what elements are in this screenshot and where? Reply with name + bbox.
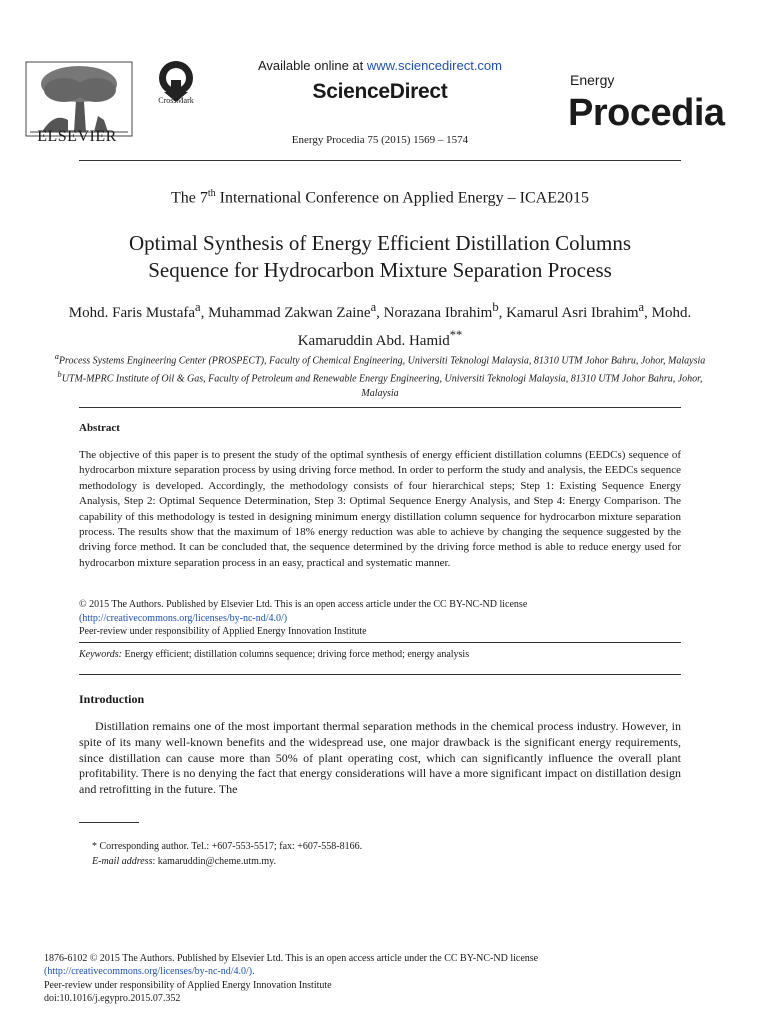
author-mark: a	[195, 300, 201, 314]
peer-review-line: Peer-review under responsibility of Applied Energy Innovation Institute	[79, 626, 367, 637]
license-link[interactable]: (http://creativecommons.org/licenses/by-nc-nd/4.0/)	[79, 612, 288, 624]
crossmark-label: CrossMark	[158, 96, 194, 105]
license-link-tail: .	[252, 966, 255, 978]
abstract-heading: Abstract	[79, 422, 120, 434]
journal-logo-procedia: Procedia	[568, 92, 725, 134]
abstract-body: The objective of this paper is to present the study of the optimal synthesis of energy efficient distillation columns (EEDCs) sequence of hydrocarbon mixture separation process by using driving force method. In order to perform the study and analysis, the EEDCs sequence methodology is developed. Accordingly, the methodology consists of four hierarchical steps; Step 1: Existing Sequence Energy Analysis, Step 2: Optimal Sequence Determination, Step 3: Optimal Sequence Energy Analysis, and Step 4: Energy Comparison. The capability of this methodology is tested in designing minimum energy distillation column sequence for hydrocarbon mixture separation process. The results show that the maximum of 18% energy reduction was able to achieve by changing the sequence suggested by the driving force method. It can be concluded that, the sequence determined by the driving force method is able to reduce energy used for hydrocarbon mixture separation process in an easy, practical and systematic manner.	[79, 449, 681, 569]
sciencedirect-link[interactable]: www.sciencedirect.com	[366, 58, 502, 73]
keywords-top-rule	[79, 642, 681, 643]
author-mark: b	[492, 300, 499, 314]
bottom-license-link[interactable]: (http://creativecommons.org/licenses/by-nc-nd/4.0/)	[44, 966, 253, 978]
bottom-peer-review: Peer-review under responsibility of Applied Energy Innovation Institute	[44, 979, 332, 991]
journal-logo-energy: Energy	[570, 72, 615, 88]
copyright-line: © 2015 The Authors. Published by Elsevier Ltd. This is an open access article under the CC BY-NC-ND license	[79, 599, 528, 610]
author-separator: ,	[376, 305, 384, 321]
conference-rest: International Conference on Applied Energy – ICAE2015	[215, 189, 590, 207]
available-online	[190, 58, 570, 73]
author-list	[40, 296, 720, 352]
keywords-bottom-rule	[79, 674, 681, 675]
abstract-top-rule	[79, 407, 681, 408]
author-name: Mohd. Kamaruddin Abd. Hamid	[297, 305, 692, 349]
issn-line: 1876-6102 © 2015 The Authors. Published by Elsevier Ltd. This is an open access article under the CC BY-NC-ND license	[44, 953, 539, 964]
keywords	[79, 649, 681, 660]
keywords-text: Energy efficient; distillation columns sequence; driving force method; energy analysis	[121, 649, 470, 660]
author-separator: ,	[498, 305, 507, 321]
author-name: Kamarul Asri Ibrahim	[506, 305, 639, 321]
author-mark: **	[449, 328, 463, 342]
author-separator: ,	[644, 305, 652, 321]
affiliation-mark: a	[54, 352, 59, 361]
email-label: E-mail address	[92, 856, 153, 867]
corresponding-author: * Corresponding author. Tel.: +607-553-5517; fax: +607-558-8166.	[92, 841, 363, 852]
title-line-1: Optimal Synthesis of Energy Efficient Distillation Columns	[128, 231, 632, 255]
email-line	[92, 855, 276, 869]
available-prefix: Available online at	[257, 58, 367, 73]
header-divider	[79, 160, 681, 161]
author-name: Muhammad Zakwan Zaine	[208, 305, 371, 321]
email-address[interactable]: : kamaruddin@cheme.utm.my.	[152, 856, 276, 867]
author-mark: a	[370, 300, 377, 314]
affiliations	[40, 350, 720, 401]
conference-prefix: The 7	[170, 189, 208, 207]
doi[interactable]: doi:10.1016/j.egypro.2015.07.352	[44, 993, 181, 1005]
author-name: Norazana Ibrahim	[383, 305, 493, 321]
author-mark: a	[638, 300, 645, 314]
affiliation-text: UTM-MPRC Institute of Oil & Gas, Faculty of Petroleum and Renewable Energy Engineering, Universiti Teknologi Malaysia, 81310 UTM Johor Bahru, Johor, Malaysia	[61, 373, 703, 399]
sciencedirect-brand: ScienceDirect	[312, 80, 448, 103]
publisher-name: ELSEVIER	[37, 128, 117, 145]
copyright-notice	[79, 598, 681, 639]
author-separator: ,	[200, 305, 209, 321]
keywords-label: Keywords:	[79, 649, 122, 660]
affiliation-b	[40, 368, 720, 400]
conference-sup: th	[207, 188, 216, 199]
introduction-body: Distillation remains one of the most important thermal separation methods in the chemical process industry. However, in spite of its many well-known benefits and the widespread use, one major drawback is the significant energy requirements, since distillation can cause more than 50% of plant operating cost, which can significantly influence the overall plant profitability. There is no denying the fact that energy considerations will have a more significant impact on distillation design and retrofitting in the future. The	[79, 719, 681, 797]
affiliation-a	[40, 350, 720, 368]
title-line-2: Sequence for Hydrocarbon Mixture Separation Process	[148, 258, 612, 282]
introduction-heading: Introduction	[79, 692, 145, 706]
affiliation-text: Process Systems Engineering Center (PROSPECT), Faculty of Chemical Engineering, Universiti Teknologi Malaysia, 81310 UTM Johor Bahru, Johor, Malaysia	[58, 355, 706, 367]
journal-reference: Energy Procedia 75 (2015) 1569 – 1574	[291, 134, 469, 146]
bottom-publisher-info	[44, 952, 724, 1006]
author-name: Mohd. Faris Mustafa	[68, 305, 196, 321]
footnote-rule	[79, 822, 139, 823]
paper-title	[40, 230, 720, 284]
conference-line	[60, 188, 700, 207]
affiliation-mark: b	[57, 370, 62, 380]
